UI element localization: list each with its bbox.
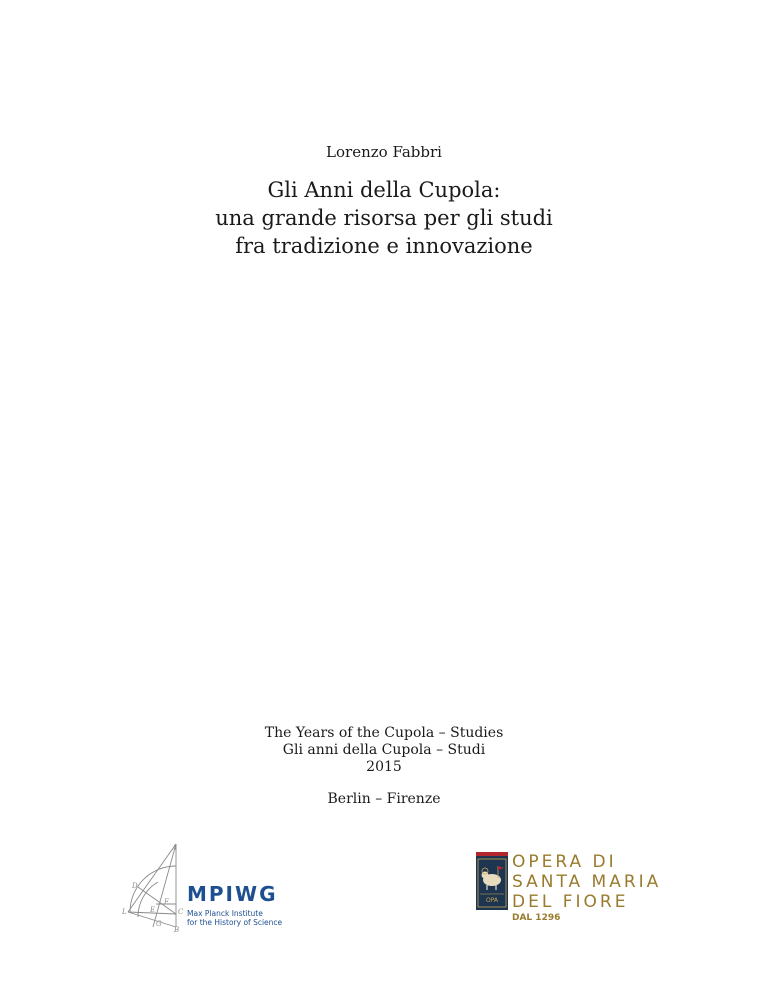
- author-name: Lorenzo Fabbri: [326, 143, 442, 161]
- svg-text:D: D: [132, 882, 138, 890]
- mpiwg-subtitle-line: for the History of Science: [187, 918, 283, 927]
- title-line: una grande risorsa per gli studi: [215, 206, 553, 230]
- svg-text:A: A: [172, 844, 178, 852]
- svg-text:B: B: [174, 926, 180, 932]
- emblem-text: OPA: [485, 897, 499, 904]
- title-line: Gli Anni della Cupola:: [267, 178, 501, 202]
- svg-text:C: C: [178, 908, 184, 916]
- document-title: [0, 176, 768, 260]
- mpiwg-name: MPIWG: [187, 882, 278, 906]
- title-line: fra tradizione e innovazione: [235, 234, 533, 258]
- mpiwg-logo: [108, 842, 298, 932]
- mpiwg-subtitle-line: Max Planck Institute: [187, 909, 263, 918]
- svg-text:G: G: [156, 920, 162, 928]
- opera-name-line: DEL FIORE: [512, 892, 629, 912]
- mpiwg-subtitle: [187, 909, 282, 927]
- series-line: Gli anni della Cupola – Studi: [282, 742, 486, 758]
- svg-text:E: E: [150, 906, 156, 914]
- opera-since: DAL 1296: [512, 913, 561, 923]
- lamb-emblem-icon: [476, 852, 508, 910]
- opera-name-line: SANTA MARIA: [512, 872, 662, 892]
- publication-place: Berlin – Firenze: [327, 791, 441, 807]
- svg-text:F: F: [164, 898, 169, 906]
- opera-logo: [476, 852, 676, 932]
- svg-text:L: L: [122, 908, 127, 916]
- series-info: [0, 725, 768, 776]
- series-year: 2015: [366, 759, 402, 775]
- opera-name: [512, 852, 661, 912]
- opera-name-line: OPERA DI: [512, 852, 617, 872]
- series-line: The Years of the Cupola – Studies: [264, 725, 504, 741]
